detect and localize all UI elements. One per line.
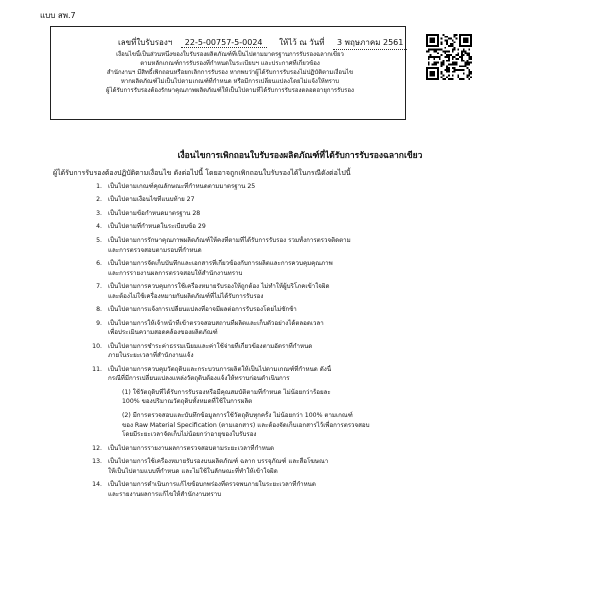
item-number: 8. <box>96 306 102 314</box>
item-number: 11. <box>92 365 102 373</box>
reference-label: เลขที่ใบรับรองฯ <box>118 38 173 47</box>
item-number: 14. <box>92 481 102 489</box>
item-text: เป็นไปตามการควบคุมการใช้เครื่องหมายรับรองให้ถูกต้อง ไม่ทำให้ผู้บริโภคเข้าใจผิด และต้องไม่ใช้เครื่องหมายกับผลิตภัณฑ์ที่ไม่ได้รับการรับรอง <box>108 283 330 300</box>
header-line: เงื่อนไขนี้เป็นส่วนหนึ่งของใบรับรองผลิตภัณฑ์ที่เป็นไปตามมาตรฐานการรับรองฉลากเขียว <box>116 51 344 58</box>
intro-text: ผู้ได้รับการรับรองต้องปฏิบัติตามเงื่อนไข ดังต่อไปนี้ โดยอาจถูกเพิกถอนใบรับรองได้ในกรณีดังต่อไปนี้ <box>53 169 351 177</box>
item-text: เป็นไปตามการชำระค่าธรรมเนียมและค่าใช้จ่ายที่เกี่ยวข้องตามอัตราที่กำหนด ภายในระยะเวลาที่สำนักงานแจ้ง <box>108 342 313 360</box>
item-text: (1) ใช้วัตถุดิบที่ได้รับการรับรองหรือมีคุณสมบัติตามที่กำหนด ไม่น้อยกว่าร้อยละ 100% ของปริมาณวัตถุดิบทั้งหมดที่ใช้ในการผลิต <box>122 388 331 406</box>
item-text: เป็นไปตามการควบคุมวัตถุดิบและกระบวนการผลิตให้เป็นไปตามเกณฑ์ที่กำหนด ดังนี้ กรณีที่มีการเปลี่ยนแปลงแหล่งวัตถุดิบต้องแจ้งให้ทราบก่อนดำเนินการ <box>108 365 332 383</box>
header-line: ตามหลักเกณฑ์การรับรองที่กำหนดในระเบียบฯ และประกาศที่เกี่ยวข้อง <box>140 60 320 67</box>
list-item <box>70 259 528 278</box>
item-number: 4. <box>96 223 102 231</box>
header-line: สำนักงานฯ มีสิทธิ์เพิกถอนหรือยกเลิกการรับรอง หากพบว่าผู้ได้รับการรับรองไม่ปฏิบัติตามเงื่อนไข <box>106 69 354 76</box>
header-line: ผู้ได้รับการรับรองต้องรักษาคุณภาพผลิตภัณฑ์ให้เป็นไปตามที่ได้รับการรับรองตลอดอายุการรับรอง <box>106 87 354 94</box>
item-text: เป็นไปตามการรายงานผลการตรวจสอบตามระยะเวลาที่กำหนด <box>108 444 275 452</box>
header-line: หากผลิตภัณฑ์ไม่เป็นไปตามเกณฑ์ที่กำหนด หรือมีการเปลี่ยนแปลงโดยไม่แจ้งให้ทราบ <box>120 78 340 85</box>
item-number: 1. <box>96 183 102 190</box>
conditions-list <box>70 182 528 503</box>
list-item <box>70 222 528 232</box>
list-item <box>70 444 528 454</box>
item-text: เป็นไปตามเกณฑ์คุณลักษณะที่กำหนดตามมาตรฐาน 25 <box>108 183 256 190</box>
item-text: เป็นไปตามการให้เจ้าหน้าที่เข้าตรวจสอบสถานที่ผลิตและเก็บตัวอย่างได้ตลอดเวลา เพื่อประเมินความสอดคล้องของผลิตภัณฑ์ <box>108 319 324 337</box>
header-text <box>58 50 402 95</box>
item-text: เป็นไปตามข้อกำหนดมาตรฐาน 28 <box>108 209 201 217</box>
list-item <box>70 388 528 407</box>
list-item <box>70 282 528 301</box>
item-text: เป็นไปตามที่กำหนดในระเบียบข้อ 29 <box>108 223 206 231</box>
item-number: 7. <box>96 283 102 291</box>
item-number <box>84 411 122 440</box>
reference-number: 22-5-00757-5-0024 <box>181 38 267 48</box>
item-text: (2) มีการตรวจสอบและบันทึกข้อมูลการใช้วัตถุดิบทุกครั้ง ไม่น้อยกว่า 100% ตามเกณฑ์ ของ Raw Material Specification (ตามเอกสาร) และต้องจัดเก็บเอกสารไว้เพื่อการตรวจสอบ โดยมีระยะเวลาจัดเก็บไม่น้อยกว่าอายุของใบรับรอง <box>122 411 370 439</box>
reference-line <box>118 36 408 50</box>
list-item <box>70 457 528 476</box>
list-item <box>70 342 528 361</box>
item-text: เป็นไปตามการจัดเก็บบันทึกและเอกสารที่เกี่ยวข้องกับการผลิตและการควบคุมคุณภาพ และการรายงานผลการตรวจสอบให้สำนักงานทราบ <box>108 260 333 277</box>
list-item <box>70 305 528 315</box>
item-text: เป็นไปตามการใช้เครื่องหมายรับรองบนผลิตภัณฑ์ ฉลาก บรรจุภัณฑ์ และสื่อโฆษณา ให้เป็นไปตามแบบที่กำหนด และไม่ใช้ในลักษณะที่ทำให้เข้าใจผิด <box>108 458 329 475</box>
list-item <box>70 319 528 338</box>
item-text: เป็นไปตามการแจ้งการเปลี่ยนแปลงที่อาจมีผลต่อการรับรองโดยไม่ชักช้า <box>108 306 297 314</box>
item-number: 2. <box>96 196 102 204</box>
list-item <box>70 209 528 219</box>
item-number: 3. <box>96 209 102 217</box>
list-item <box>70 182 528 192</box>
list-item <box>70 480 528 499</box>
item-number: 5. <box>96 236 102 244</box>
item-number: 13. <box>92 458 102 466</box>
item-number: 6. <box>96 260 102 268</box>
reference-date-label: ให้ไว้ ณ วันที่ <box>279 38 325 47</box>
document-title: เงื่อนไขการเพิกถอนใบรับรองผลิตภัณฑ์ที่ได้รับการรับรองฉลากเขียว <box>177 151 423 161</box>
item-text: เป็นไปตามเงื่อนไขที่แนบท้าย 27 <box>108 196 195 204</box>
item-number: 10. <box>92 342 102 350</box>
item-number: 9. <box>96 319 102 327</box>
item-text: เป็นไปตามการรักษาคุณภาพผลิตภัณฑ์ให้คงที่ตามที่ได้รับการรับรอง รวมทั้งการตรวจติดตาม และการตรวจสอบตามรอบที่กำหนด <box>108 236 351 254</box>
list-item <box>70 236 528 255</box>
item-text: เป็นไปตามการดำเนินการแก้ไขข้อบกพร่องที่ตรวจพบภายในระยะเวลาที่กำหนด และรายงานผลการแก้ไขให้สำนักงานทราบ <box>108 481 316 498</box>
list-item <box>70 195 528 205</box>
qr-code-icon <box>426 34 472 80</box>
list-item <box>70 411 528 440</box>
item-number: 12. <box>92 444 102 452</box>
item-number <box>84 388 122 407</box>
reference-date: 3 พฤษภาคม 2561 <box>333 36 407 50</box>
form-code: แบบ สพ.7 <box>40 11 76 20</box>
list-item <box>70 365 528 384</box>
